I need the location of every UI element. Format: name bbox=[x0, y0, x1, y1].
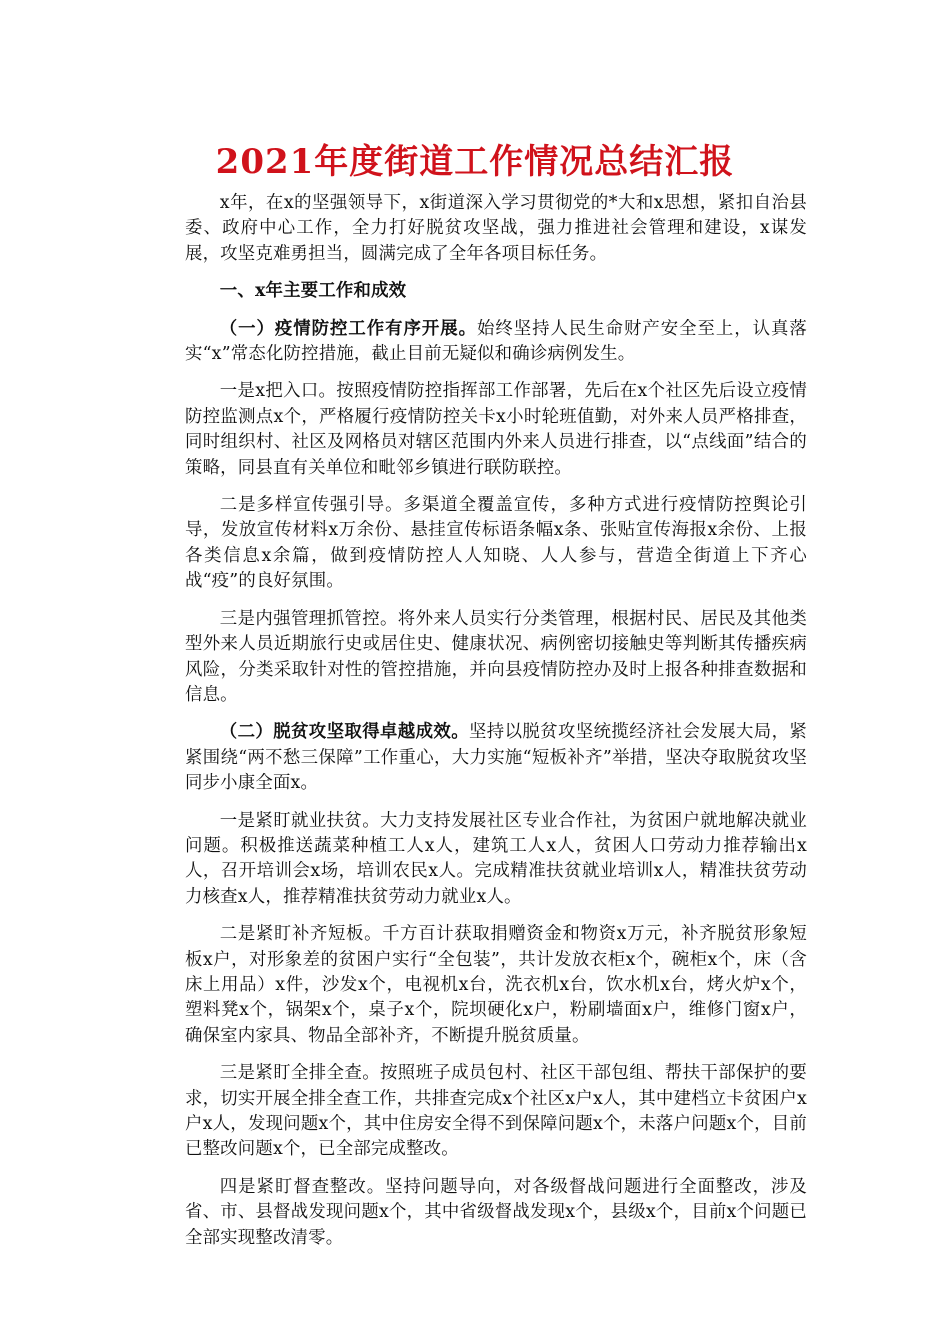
subsection-2-item: 二是紧盯补齐短板。千方百计获取捐赠资金和物资x万元，补齐脱贫形象短板x户，对形象差的贫困户实行“全包装”，共计发放衣柜x个，碗柜x个，床（含床上用品）x件，沙发x个，电视机x台，洗衣机x台，饮水机x台，烤火炉x个，塑料凳x个，锅架x个，桌子x个，院坝硬化x户，粉刷墙面x户，维修门窗x户，确保室内家具、物品全部补齐，不断提升脱贫质量。 bbox=[185, 924, 807, 1046]
subsection-1-item: 二是多样宣传强引导。多渠道全覆盖宣传，多种方式进行疫情防控舆论引导，发放宣传材料x万余份、悬挂宣传标语条幅x条、张贴宣传海报x余份、上报各类信息x余篇，做到疫情防控人人知晓、人人参与，营造全街道上下齐心战“疫”的良好氛围。 bbox=[185, 495, 807, 592]
subsection-2-item: 三是紧盯全排全查。按照班子成员包村、社区干部包组、帮扶干部保护的要求，切实开展全排全查工作，共排查完成x个社区x户x人，其中建档立卡贫困户x户x人，发现问题x个，其中住房安全得不到保障问题x个，未落户问题x个，目前已整改问题x个，已全部完成整改。 bbox=[185, 1063, 807, 1160]
document-body bbox=[185, 191, 807, 1263]
subsection-2-lead: （二）脱贫攻坚取得卓越成效。 bbox=[219, 722, 469, 743]
subsection-1-lead: （一）疫情防控工作有序开展。 bbox=[219, 318, 478, 339]
subsection-2-paragraph bbox=[185, 720, 807, 796]
subsection-2-item: 四是紧盯督查整改。坚持问题导向，对各级督战问题进行全面整改，涉及省、市、县督战发现问题x个，其中省级督战发现x个，县级x个，目前x个问题已全部实现整改清零。 bbox=[185, 1176, 807, 1248]
subsection-1-paragraph bbox=[185, 317, 807, 368]
section-heading: 一、x年主要工作和成效 bbox=[219, 281, 407, 302]
subsection-1-item: 三是内强管理抓管控。将外来人员实行分类管理，根据村民、居民及其他类型外来人员近期旅行史或居住史、健康状况、病例密切接触史等判断其传播疾病风险，分类采取针对性的管控措施，并向县疫情防控办及时上报各种排查数据和信息。 bbox=[185, 608, 807, 705]
subsection-1-text: 始终坚持人民生命财产安全至上，认真落实“x”常态化防控措施，截止目前无疑似和确诊病例发生。 bbox=[185, 318, 807, 365]
subsection-1-item: 一是x把入口。按照疫情防控指挥部工作部署，先后在x个社区先后设立疫情防控监测点x个，严格履行疫情防控关卡x小时轮班值勤，对外来人员严格排查，同时组织村、社区及网格员对辖区范围内外来人员进行排查，以“点线面”结合的策略，同县直有关单位和毗邻乡镇进行联防联控。 bbox=[185, 381, 807, 478]
intro-paragraph: x年，在x的坚强领导下，x街道深入学习贯彻党的*大和x思想，紧扣自治县委、政府中心工作，全力打好脱贫攻坚战，强力推进社会管理和建设，x谋发展，攻坚克难勇担当，圆满完成了全年各项目标任务。 bbox=[185, 193, 807, 264]
document-title: 2021年度街道工作情况总结汇报 bbox=[215, 142, 735, 182]
subsection-2-item: 一是紧盯就业扶贫。大力支持发展社区专业合作社，为贫困户就地解决就业问题。积极推送蔬菜种植工人x人，建筑工人x人，贫困人口劳动力推荐输出x人，召开培训会x场，培训农民x人。完成精准扶贫就业培训x人，精准扶贫劳动力核查x人，推荐精准扶贫劳动力就业x人。 bbox=[185, 810, 807, 907]
subsection-2-text: 坚持以脱贫攻坚统揽经济社会发展大局，紧紧围绕“两不愁三保障”工作重心，大力实施“短板补齐”举措，坚决夺取脱贫攻坚同步小康全面x。 bbox=[185, 722, 807, 794]
